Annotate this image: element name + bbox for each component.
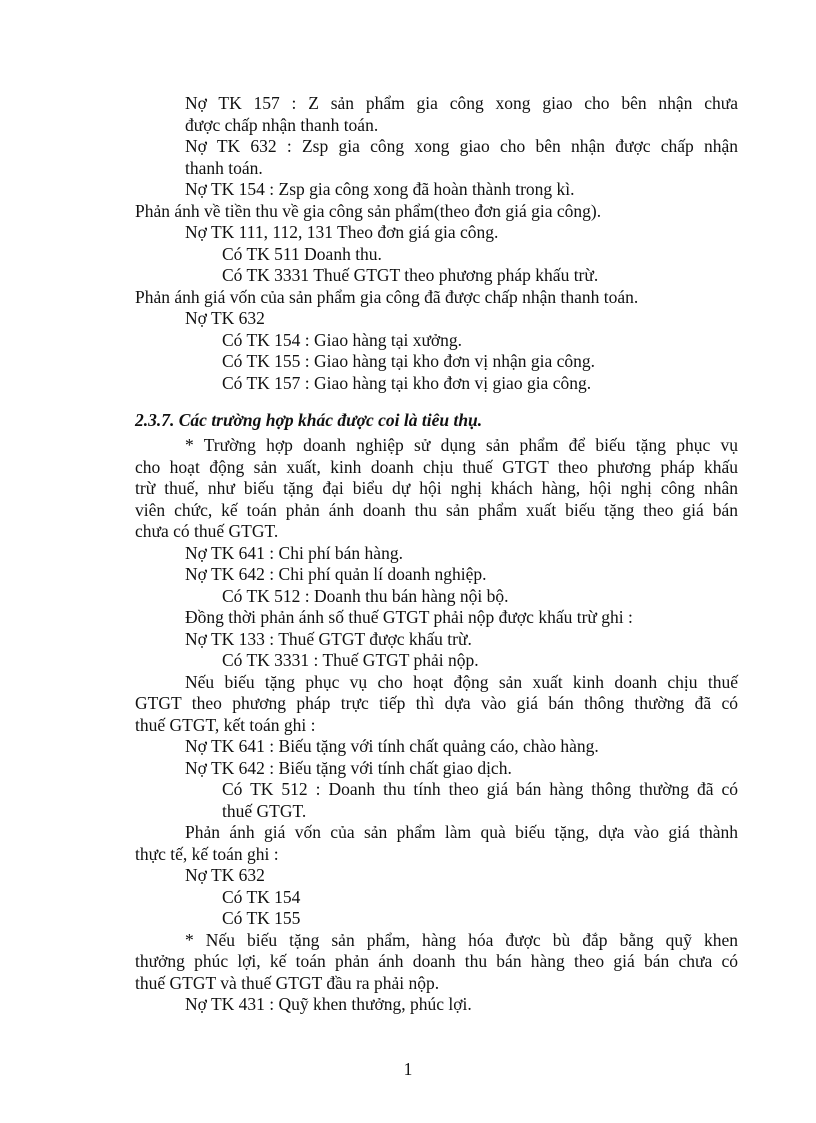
text-line: * Trường hợp doanh nghiệp sử dụng sản phẩm để biếu tặng phục vụ xyxy=(185,435,738,455)
text-line: Có TK 155 : Giao hàng tại kho đơn vị nhận gia công. xyxy=(222,351,595,371)
text-line: Có TK 3331 : Thuế GTGT phải nộp. xyxy=(222,650,479,670)
text-line: Đồng thời phản ánh số thuế GTGT phải nộp được khấu trừ ghi : xyxy=(185,607,633,627)
text-line: thưởng phúc lợi, kế toán phản ánh doanh thu bán hàng theo giá bán chưa có xyxy=(135,951,738,971)
text-line: Nợ TK 642 : Biếu tặng với tính chất giao dịch. xyxy=(185,758,512,778)
text-line: Nợ TK 111, 112, 131 Theo đơn giá gia công. xyxy=(185,222,499,242)
text-line: Nợ TK 642 : Chi phí quản lí doanh nghiệp. xyxy=(185,564,487,584)
text-line: được chấp nhận thanh toán. xyxy=(185,115,379,135)
text-line: Nợ TK 641 : Chi phí bán hàng. xyxy=(185,543,403,563)
text-line: Nợ TK 133 : Thuế GTGT được khấu trừ. xyxy=(185,629,472,649)
text-line: thực tế, kế toán ghi : xyxy=(135,844,279,864)
section-heading: 2.3.7. Các trường hợp khác được coi là tiêu thụ. xyxy=(135,410,483,430)
text-line: GTGT theo phương pháp trực tiếp thì dựa vào giá bán thông thường đã có xyxy=(135,693,738,713)
text-line: Có TK 154 xyxy=(222,887,301,907)
text-line: Nếu biếu tặng phục vụ cho hoạt động sản xuất kinh doanh chịu thuế xyxy=(185,672,738,692)
text-line: Có TK 511 Doanh thu. xyxy=(222,244,382,264)
text-line: Có TK 512 : Doanh thu tính theo giá bán hàng thông thường đã có xyxy=(222,779,738,799)
text-line: chưa có thuế GTGT. xyxy=(135,521,279,541)
page-number: 1 xyxy=(403,1059,413,1079)
text-line: thuế GTGT. xyxy=(222,801,307,821)
text-line: Có TK 155 xyxy=(222,908,301,928)
text-line: trừ thuế, như biếu tặng đại biểu dự hội nghị khách hàng, hội nghị công nhân xyxy=(135,478,738,498)
text-line: Phản ánh giá vốn của sản phẩm gia công đã được chấp nhận thanh toán. xyxy=(135,287,639,307)
text-line: Nợ TK 641 : Biếu tặng với tính chất quảng cáo, chào hàng. xyxy=(185,736,599,756)
text-line: Nợ TK 632 xyxy=(185,865,265,885)
text-line: viên chức, kế toán phản ánh doanh thu sản phẩm xuất biếu tặng theo giá bán xyxy=(135,500,738,520)
text-line: Có TK 512 : Doanh thu bán hàng nội bộ. xyxy=(222,586,509,606)
text-line: thuế GTGT, kết toán ghi : xyxy=(135,715,316,735)
text-line: Nợ TK 154 : Zsp gia công xong đã hoàn thành trong kì. xyxy=(185,179,575,199)
text-line: cho hoạt động sản xuất, kinh doanh chịu thuế GTGT theo phương pháp khấu xyxy=(135,457,738,477)
text-line: Phản ánh về tiền thu về gia công sản phẩm(theo đơn giá gia công). xyxy=(135,201,602,221)
text-line: Nợ TK 632 xyxy=(185,308,265,328)
text-line: Phản ánh giá vốn của sản phẩm làm quà biếu tặng, dựa vào giá thành xyxy=(185,822,738,842)
text-line: Nợ TK 431 : Quỹ khen thưởng, phúc lợi. xyxy=(185,994,472,1014)
text-line: Nợ TK 157 : Z sản phẩm gia công xong giao cho bên nhận chưa xyxy=(185,93,738,113)
text-line: Nợ TK 632 : Zsp gia công xong giao cho bên nhận được chấp nhận xyxy=(185,136,738,156)
text-line: Có TK 3331 Thuế GTGT theo phương pháp khấu trừ. xyxy=(222,265,599,285)
text-line: thuế GTGT và thuế GTGT đầu ra phải nộp. xyxy=(135,973,440,993)
text-line: * Nếu biếu tặng sản phẩm, hàng hóa được bù đắp bằng quỹ khen xyxy=(185,930,738,950)
text-line: Có TK 154 : Giao hàng tại xưởng. xyxy=(222,330,463,350)
text-line: thanh toán. xyxy=(185,158,263,178)
text-line: Có TK 157 : Giao hàng tại kho đơn vị giao gia công. xyxy=(222,373,592,393)
